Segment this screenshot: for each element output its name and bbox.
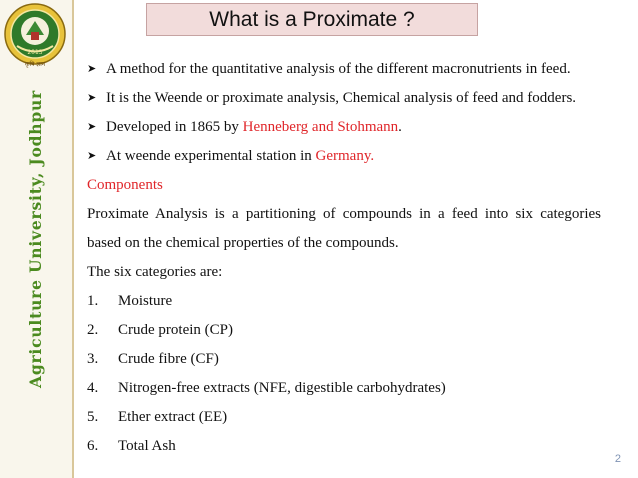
svg-text:कृषि ज्ञान: कृषि ज्ञान <box>24 61 46 68</box>
slide-title: What is a Proximate ? <box>146 3 478 36</box>
description-line: Proximate Analysis is a partitioning of compounds in a feed into six categories <box>87 206 601 222</box>
arrow-bullet-icon: ➤ <box>87 121 97 133</box>
svg-text:2013: 2013 <box>27 49 43 56</box>
categories-intro: The six categories are: <box>87 264 223 280</box>
bullet-item: ➤ At weende experimental station in Germany. <box>87 142 601 171</box>
category-item: 6. Total Ash <box>87 438 176 454</box>
category-item: 5. Ether extract (EE) <box>87 409 228 425</box>
description-line: based on the chemical properties of the compounds. <box>87 235 399 251</box>
bullet-item: ➤ Developed in 1865 by Henneberg and Stohmann. <box>87 113 601 142</box>
category-item: 4. Nitrogen-free extracts (NFE, digestible carbohydrates) <box>87 380 446 396</box>
arrow-bullet-icon: ➤ <box>87 92 97 104</box>
bullet-item: ➤ It is the Weende or proximate analysis, Chemical analysis of feed and fodders. <box>87 84 601 113</box>
university-logo <box>3 2 67 68</box>
bullet-item: ➤ A method for the quantitative analysis of the different macronutrients in feed. <box>87 55 601 84</box>
university-name: Agriculture University, Jodhpur <box>26 89 45 388</box>
highlight-text: Germany. <box>315 148 375 164</box>
slide-content <box>87 55 601 461</box>
category-item: 1. Moisture <box>87 293 173 309</box>
page-number: 2 <box>614 453 621 465</box>
highlight-text: Henneberg and Stohmann <box>242 119 399 135</box>
category-item: 2. Crude protein (CP) <box>87 322 233 338</box>
arrow-bullet-icon: ➤ <box>87 63 97 75</box>
sidebar <box>0 0 74 478</box>
category-item: 3. Crude fibre (CF) <box>87 351 219 367</box>
arrow-bullet-icon: ➤ <box>87 150 97 162</box>
components-heading: Components <box>87 177 163 193</box>
